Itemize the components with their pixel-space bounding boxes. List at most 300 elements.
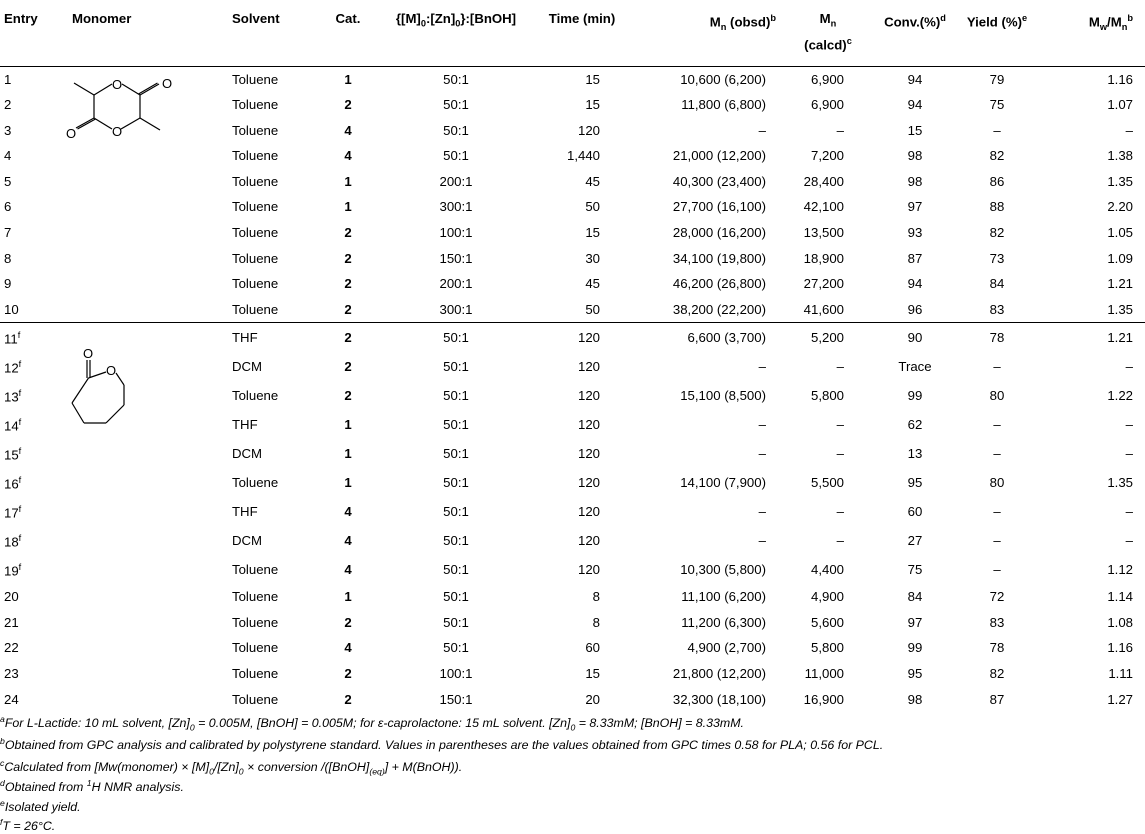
table-row bbox=[0, 439, 1145, 468]
footnote-b: $^b$Obtained from GPC analysis and calibrated by polystyrene standard. Values in parentheses are the values obtained from GPC times 0.58 for PLA; 0.56 for PCL. bbox=[0, 736, 884, 753]
cell-mw-mn: 1.21 bbox=[1107, 276, 1133, 292]
cell-entry: 24 bbox=[4, 691, 19, 707]
cell-solvent: THF bbox=[232, 417, 258, 433]
cell-cat: 1 bbox=[344, 475, 352, 491]
cell-mn-calcd: – bbox=[836, 359, 844, 375]
cell-monomer bbox=[68, 687, 228, 713]
cell-mn-obsd: 11,200 (6,300) bbox=[681, 614, 766, 630]
cell-ratio: 50:1 bbox=[443, 614, 469, 630]
cell-cat: 2 bbox=[344, 225, 352, 241]
cell-time: 120 bbox=[536, 323, 628, 352]
cell-mw-mn: 1.35 bbox=[1107, 173, 1133, 189]
cell-time: 120 bbox=[577, 417, 600, 433]
cell-entry: 21 bbox=[4, 614, 19, 630]
cell-ratio: 50:1 bbox=[443, 533, 469, 549]
caprolactone-group bbox=[0, 323, 1145, 712]
cell-yield: 83 bbox=[989, 301, 1005, 317]
header-row bbox=[0, 0, 1145, 66]
cell-time: 120 bbox=[577, 562, 600, 577]
cell-entry: 5 bbox=[4, 173, 12, 189]
cell-ratio: 50:1 bbox=[376, 323, 536, 352]
cell-time: 45 bbox=[585, 173, 600, 189]
cell-cat: 4 bbox=[344, 122, 352, 138]
cell-entry: 16$^f$ bbox=[4, 475, 22, 492]
cell-solvent: Toluene bbox=[232, 225, 279, 241]
cell-cat: 4 bbox=[344, 504, 352, 520]
cell-yield: 80 bbox=[989, 475, 1005, 491]
cell-monomer bbox=[68, 220, 228, 246]
cell-solvent: Toluene bbox=[232, 199, 279, 215]
cell-time: 15 bbox=[585, 666, 600, 682]
cell-ratio: 100:1 bbox=[439, 666, 473, 682]
cell-yield: – bbox=[993, 504, 1001, 520]
cell-mn-calcd: 5,200 bbox=[780, 323, 876, 352]
cell-mn-calcd: – bbox=[836, 504, 844, 520]
cell-cat: 2 bbox=[344, 276, 352, 292]
cell-solvent: Toluene bbox=[232, 301, 279, 317]
cell-solvent: Toluene bbox=[232, 562, 279, 577]
cell-mn-calcd: 16,900 bbox=[803, 691, 844, 707]
cell-solvent: Toluene bbox=[232, 148, 279, 164]
cell-mw-mn: 1.05 bbox=[1107, 225, 1133, 241]
cell-ratio: 150:1 bbox=[439, 250, 473, 266]
cell-entry: 4 bbox=[4, 148, 12, 164]
cell-monomer bbox=[68, 297, 228, 323]
cell-ratio: 50:1 bbox=[443, 148, 469, 164]
cell-solvent: THF bbox=[228, 323, 320, 352]
cell-ratio: 50:1 bbox=[443, 388, 469, 404]
cell-mn-obsd: 14,100 (7,900) bbox=[680, 475, 766, 491]
cell-conv: 75 bbox=[907, 562, 923, 577]
cell-yield: 79 bbox=[989, 71, 1005, 87]
cell-ratio: 200:1 bbox=[439, 276, 473, 292]
cell-conv: 97 bbox=[907, 199, 923, 215]
header-yield: Yield (%)$^e$ bbox=[954, 0, 1040, 66]
cell-cat: 1 bbox=[344, 173, 352, 189]
footnote-f: $^f$T = 26°C. bbox=[0, 817, 56, 834]
cell-mn-calcd: 4,400 bbox=[810, 562, 844, 577]
cell-cat: 4 bbox=[344, 562, 352, 577]
cell-conv: 94 bbox=[907, 276, 923, 292]
cell-solvent: THF bbox=[232, 504, 258, 520]
cell-yield: 87 bbox=[989, 691, 1005, 707]
cell-mn-obsd: 21,800 (12,200) bbox=[672, 666, 766, 682]
table-row bbox=[0, 271, 1145, 297]
cell-mw-mn: 2.20 bbox=[1107, 199, 1133, 215]
cell-mn-obsd: 34,100 (19,800) bbox=[672, 250, 766, 266]
footnote-c: $^c$Calculated from [Mw(monomer) × $[M]_0/[Zn]_0$ × conversion $/([BnOH]_{(eq)}]$ + M(BnOH)). bbox=[0, 758, 463, 777]
cell-mn-obsd: 10,300 (5,800) bbox=[680, 562, 766, 577]
cell-monomer bbox=[68, 439, 228, 468]
cell-yield: 86 bbox=[989, 173, 1005, 189]
cell-mw-mn: 1.35 bbox=[1107, 475, 1133, 491]
table-row bbox=[0, 555, 1145, 584]
cell-ratio: 50:1 bbox=[443, 97, 469, 113]
cell-cat: 1 bbox=[344, 417, 352, 433]
cell-yield: 78 bbox=[954, 323, 1040, 352]
header-entry: Entry bbox=[0, 0, 68, 66]
cell-ratio: 50:1 bbox=[443, 504, 469, 520]
cell-solvent: Toluene bbox=[232, 640, 279, 656]
cell-solvent: DCM bbox=[232, 359, 263, 375]
cell-time: 60 bbox=[585, 640, 600, 656]
cell-yield: – bbox=[993, 562, 1001, 577]
cell-mw-mn: 1.22 bbox=[1107, 388, 1133, 404]
cell-mn-calcd: 28,400 bbox=[803, 173, 844, 189]
cell-mn-calcd: – bbox=[836, 122, 844, 138]
header-mn-obsd: $M_n$ (obsd)$^b$ bbox=[628, 0, 780, 66]
cell-conv: 98 bbox=[907, 691, 923, 707]
header-conv: Conv.(%)$^d$ bbox=[876, 0, 954, 66]
cell-mn-obsd: 4,900 (2,700) bbox=[687, 640, 766, 656]
cell-mw-mn: 1.27 bbox=[1107, 691, 1133, 707]
cell-monomer bbox=[68, 610, 228, 636]
cell-mn-calcd: 5,800 bbox=[810, 388, 844, 404]
cell-ratio: 50:1 bbox=[443, 475, 469, 491]
cell-cat: 2 bbox=[344, 250, 352, 266]
cell-time: 1,440 bbox=[566, 148, 600, 164]
cell-ratio: 150:1 bbox=[439, 691, 473, 707]
cell-conv: 98 bbox=[907, 148, 923, 164]
cell-solvent: Toluene bbox=[232, 276, 279, 292]
cell-entry: 15$^f$ bbox=[4, 446, 22, 463]
cell-conv: Trace bbox=[898, 359, 932, 375]
cell-mn-calcd: 5,500 bbox=[810, 475, 844, 491]
svg-text:O: O bbox=[83, 346, 94, 361]
table-row bbox=[0, 169, 1145, 195]
cell-mw-mn: 1.14 bbox=[1107, 589, 1133, 605]
cell-cat: 2 bbox=[344, 614, 352, 630]
cell-ratio: 50:1 bbox=[443, 446, 469, 462]
cell-conv: 95 bbox=[907, 475, 923, 491]
table-row bbox=[0, 220, 1145, 246]
cell-mn-obsd: – bbox=[758, 446, 766, 462]
cell-solvent: Toluene bbox=[232, 71, 279, 87]
cell-mw-mn: – bbox=[1125, 446, 1133, 462]
cell-yield: 78 bbox=[989, 640, 1005, 656]
cell-time: 120 bbox=[577, 533, 600, 549]
header-ratio: $\{[M]_0:[Zn]_0\}:[BnOH]$ bbox=[376, 0, 536, 66]
cell-monomer bbox=[68, 526, 228, 555]
cell-solvent: Toluene bbox=[232, 388, 279, 404]
header-time: Time (min) bbox=[536, 0, 628, 66]
cell-time: 45 bbox=[585, 276, 600, 292]
cell-mn-obsd: 27,700 (16,100) bbox=[672, 199, 766, 215]
cell-mw-mn: – bbox=[1125, 122, 1133, 138]
cell-yield: 72 bbox=[989, 589, 1005, 605]
cell-monomer bbox=[68, 497, 228, 526]
table-row bbox=[0, 635, 1145, 661]
table-row bbox=[0, 661, 1145, 687]
cell-mn-obsd: – bbox=[758, 122, 766, 138]
cell-ratio: 50:1 bbox=[443, 71, 469, 87]
cell-solvent: DCM bbox=[232, 533, 263, 549]
cell-mn-obsd: 46,200 (26,800) bbox=[672, 276, 766, 292]
cell-time: 120 bbox=[577, 388, 600, 404]
cell-entry: 6 bbox=[4, 199, 12, 215]
cell-entry: 18$^f$ bbox=[4, 533, 22, 550]
cell-entry: 10 bbox=[4, 301, 19, 317]
svg-text:O: O bbox=[112, 124, 123, 139]
cell-mn-obsd: – bbox=[758, 417, 766, 433]
cell-mn-obsd: – bbox=[758, 504, 766, 520]
cell-monomer bbox=[68, 468, 228, 497]
cell-conv: 99 bbox=[907, 388, 923, 404]
cell-entry: 14$^f$ bbox=[4, 417, 22, 434]
cell-ratio: 50:1 bbox=[443, 417, 469, 433]
table-row bbox=[0, 610, 1145, 636]
cell-cat: 4 bbox=[344, 533, 352, 549]
footnote-d: $^d$Obtained from $^1$H NMR analysis. bbox=[0, 778, 184, 795]
cell-mn-obsd: – bbox=[758, 533, 766, 549]
table-row bbox=[0, 468, 1145, 497]
cell-mn-calcd: 13,500 bbox=[803, 225, 844, 241]
cell-yield: 75 bbox=[989, 97, 1005, 113]
cell-entry: 20 bbox=[4, 589, 19, 605]
cell-cat: 2 bbox=[320, 323, 376, 352]
caprolactone-structure-icon bbox=[66, 345, 151, 435]
cell-cat: 4 bbox=[344, 148, 352, 164]
cell-yield: – bbox=[993, 122, 1001, 138]
cell-mn-calcd: 5,800 bbox=[810, 640, 844, 656]
cell-conv: 60 bbox=[907, 504, 923, 520]
cell-yield: 84 bbox=[989, 276, 1005, 292]
cell-mw-mn: 1.16 bbox=[1107, 640, 1133, 656]
cell-conv: 96 bbox=[907, 301, 923, 317]
cell-monomer bbox=[68, 246, 228, 272]
cell-yield: 82 bbox=[989, 225, 1005, 241]
cell-monomer bbox=[68, 555, 228, 584]
table-row bbox=[0, 687, 1145, 713]
cell-time: 20 bbox=[585, 691, 600, 707]
cell-yield: 88 bbox=[989, 199, 1005, 215]
cell-yield: – bbox=[993, 533, 1001, 549]
cell-mn-obsd: 38,200 (22,200) bbox=[672, 301, 766, 317]
cell-conv: 94 bbox=[907, 97, 923, 113]
cell-entry: 22 bbox=[4, 640, 19, 656]
cell-mn-obsd: 11,100 (6,200) bbox=[681, 589, 766, 605]
cell-ratio: 200:1 bbox=[439, 173, 473, 189]
cell-yield: 82 bbox=[989, 666, 1005, 682]
cell-solvent: Toluene bbox=[232, 666, 279, 682]
cell-mw-mn: 1.12 bbox=[1107, 562, 1133, 577]
cell-mw-mn: 1.09 bbox=[1107, 250, 1133, 266]
cell-monomer bbox=[68, 661, 228, 687]
cell-solvent: DCM bbox=[232, 446, 263, 462]
cell-solvent: Toluene bbox=[232, 173, 279, 189]
cell-ratio: 50:1 bbox=[443, 562, 469, 577]
cell-cat: 1 bbox=[344, 199, 352, 215]
cell-conv: 13 bbox=[907, 446, 923, 462]
cell-mn-calcd: 11,000 bbox=[804, 666, 844, 682]
cell-mn-calcd: 5,600 bbox=[810, 614, 844, 630]
header-solvent: Solvent bbox=[228, 0, 320, 66]
cell-conv: 98 bbox=[907, 173, 923, 189]
cell-conv: 15 bbox=[907, 122, 923, 138]
table-row bbox=[0, 526, 1145, 555]
cell-time: 120 bbox=[577, 122, 600, 138]
cell-mw-mn: 1.35 bbox=[1107, 301, 1133, 317]
cell-mn-calcd: – bbox=[836, 446, 844, 462]
cell-conv: 90 bbox=[876, 323, 954, 352]
cell-time: 120 bbox=[577, 504, 600, 520]
cell-conv: 62 bbox=[907, 417, 923, 433]
cell-mw-mn: 1.21 bbox=[1040, 323, 1145, 352]
cell-monomer bbox=[68, 635, 228, 661]
svg-text:O: O bbox=[162, 76, 173, 91]
cell-time: 15 bbox=[585, 97, 600, 113]
cell-entry: 2 bbox=[4, 97, 12, 113]
cell-mn-obsd: 15,100 (8,500) bbox=[680, 388, 766, 404]
header-monomer: Monomer bbox=[68, 0, 228, 66]
cell-conv: 27 bbox=[907, 533, 923, 549]
table-row bbox=[0, 352, 1145, 381]
cell-time: 8 bbox=[592, 589, 600, 605]
cell-mn-calcd: 42,100 bbox=[803, 199, 844, 215]
cell-entry: 7 bbox=[4, 225, 12, 241]
cell-mn-calcd: 41,600 bbox=[803, 301, 844, 317]
cell-mw-mn: – bbox=[1125, 504, 1133, 520]
cell-yield: 82 bbox=[989, 148, 1005, 164]
cell-mw-mn: – bbox=[1125, 533, 1133, 549]
cell-conv: 87 bbox=[907, 250, 923, 266]
cell-mn-obsd: 21,000 (12,200) bbox=[672, 148, 766, 164]
cell-entry: 17$^f$ bbox=[4, 504, 22, 521]
cell-mn-calcd: – bbox=[836, 417, 844, 433]
cell-ratio: 300:1 bbox=[439, 301, 473, 317]
cell-yield: – bbox=[993, 417, 1001, 433]
cell-entry: 11$^f$ bbox=[0, 323, 68, 352]
table-row bbox=[0, 297, 1145, 323]
cell-mn-calcd: 18,900 bbox=[803, 250, 844, 266]
cell-yield: – bbox=[993, 446, 1001, 462]
cell-solvent: Toluene bbox=[232, 614, 279, 630]
cell-mw-mn: 1.16 bbox=[1107, 71, 1133, 87]
cell-mw-mn: 1.38 bbox=[1107, 148, 1133, 164]
cell-mw-mn: – bbox=[1125, 359, 1133, 375]
cell-mn-calcd: 27,200 bbox=[803, 276, 844, 292]
cell-time: 8 bbox=[592, 614, 600, 630]
cell-entry: 9 bbox=[4, 276, 12, 292]
cell-conv: 93 bbox=[907, 225, 923, 241]
cell-cat: 2 bbox=[344, 388, 352, 404]
cell-time: 50 bbox=[585, 301, 600, 317]
table-row bbox=[0, 497, 1145, 526]
svg-text:O: O bbox=[66, 126, 77, 141]
cell-entry: 8 bbox=[4, 250, 12, 266]
cell-time: 120 bbox=[577, 446, 600, 462]
cell-entry: 3 bbox=[4, 122, 12, 138]
cell-solvent: Toluene bbox=[232, 250, 279, 266]
table-row bbox=[0, 323, 1145, 352]
cell-mn-obsd: 40,300 (23,400) bbox=[672, 173, 766, 189]
cell-entry: 13$^f$ bbox=[4, 388, 22, 405]
table-row bbox=[0, 584, 1145, 610]
cell-solvent: Toluene bbox=[232, 97, 279, 113]
cell-time: 15 bbox=[585, 71, 600, 87]
header-cat: Cat. bbox=[320, 0, 376, 66]
cell-cat: 2 bbox=[344, 97, 352, 113]
cell-cat: 2 bbox=[344, 666, 352, 682]
cell-yield: – bbox=[993, 359, 1001, 375]
cell-conv: 95 bbox=[907, 666, 923, 682]
header-mn-calcd: $M_n$ (calcd)$^c$ bbox=[780, 0, 876, 66]
cell-mn-obsd: 10,600 (6,200) bbox=[680, 71, 766, 87]
cell-conv: 84 bbox=[907, 589, 923, 605]
cell-mw-mn: 1.07 bbox=[1107, 97, 1133, 113]
cell-ratio: 50:1 bbox=[443, 122, 469, 138]
cell-mw-mn: – bbox=[1125, 417, 1133, 433]
cell-conv: 99 bbox=[907, 640, 923, 656]
cell-monomer bbox=[68, 169, 228, 195]
cell-mn-obsd: – bbox=[758, 359, 766, 375]
cell-mn-obsd: 32,300 (18,100) bbox=[672, 691, 766, 707]
cell-solvent: Toluene bbox=[232, 122, 279, 138]
cell-cat: 2 bbox=[344, 359, 352, 375]
cell-mn-obsd: 28,000 (16,200) bbox=[672, 225, 766, 241]
cell-conv: 97 bbox=[907, 614, 923, 630]
cell-yield: 73 bbox=[989, 250, 1005, 266]
lactide-structure-icon bbox=[66, 76, 181, 151]
svg-text:O: O bbox=[106, 363, 117, 378]
cell-solvent: Toluene bbox=[232, 475, 279, 491]
cell-time: 30 bbox=[585, 250, 600, 266]
table-row bbox=[0, 381, 1145, 410]
cell-solvent: Toluene bbox=[232, 691, 279, 707]
cell-monomer bbox=[68, 584, 228, 610]
cell-mn-calcd: 6,900 bbox=[810, 71, 844, 87]
cell-mn-calcd: – bbox=[836, 533, 844, 549]
cell-cat: 1 bbox=[344, 446, 352, 462]
svg-text:O: O bbox=[112, 77, 123, 92]
cell-mn-calcd: 6,900 bbox=[810, 97, 844, 113]
cell-cat: 2 bbox=[344, 301, 352, 317]
cell-yield: 80 bbox=[989, 388, 1005, 404]
cell-conv: 94 bbox=[907, 71, 923, 87]
cell-cat: 2 bbox=[344, 691, 352, 707]
cell-entry: 23 bbox=[4, 666, 19, 682]
cell-mn-calcd: 4,900 bbox=[810, 589, 844, 605]
footnote-e: $^e$Isolated yield. bbox=[0, 798, 81, 815]
cell-solvent: Toluene bbox=[232, 589, 279, 605]
cell-ratio: 300:1 bbox=[439, 199, 473, 215]
cell-mw-mn: 1.08 bbox=[1107, 614, 1133, 630]
cell-monomer bbox=[68, 194, 228, 220]
cell-time: 120 bbox=[577, 475, 600, 491]
cell-monomer bbox=[68, 271, 228, 297]
cell-ratio: 50:1 bbox=[443, 640, 469, 656]
table-row bbox=[0, 410, 1145, 439]
footnote-a: $^a$For L-Lactide: 10 mL solvent, $[Zn]_0 = 0.005M$, [BnOH] = 0.005M; for ε-caprolactone: 15 mL solvent. $[Zn]_0 = 8.33mM$; [BnOH] = 8.33mM. bbox=[0, 714, 744, 733]
cell-entry: 19$^f$ bbox=[4, 562, 22, 579]
cell-time: 120 bbox=[577, 359, 600, 375]
cell-ratio: 50:1 bbox=[443, 359, 469, 375]
cell-time: 15 bbox=[585, 225, 600, 241]
cell-cat: 1 bbox=[344, 589, 352, 605]
header-mw-mn: $M_w/M_n^b$ bbox=[1040, 0, 1145, 66]
cell-cat: 4 bbox=[344, 640, 352, 656]
cell-mw-mn: 1.11 bbox=[1108, 666, 1133, 682]
cell-cat: 1 bbox=[344, 71, 352, 87]
cell-mn-obsd: 6,600 (3,700) bbox=[628, 323, 780, 352]
cell-mn-calcd: 7,200 bbox=[810, 148, 844, 164]
cell-ratio: 50:1 bbox=[443, 589, 469, 605]
cell-yield: 83 bbox=[989, 614, 1005, 630]
cell-mn-obsd: 11,800 (6,800) bbox=[681, 97, 766, 113]
cell-entry: 12$^f$ bbox=[4, 359, 22, 376]
table-row bbox=[0, 194, 1145, 220]
cell-ratio: 100:1 bbox=[439, 225, 473, 241]
